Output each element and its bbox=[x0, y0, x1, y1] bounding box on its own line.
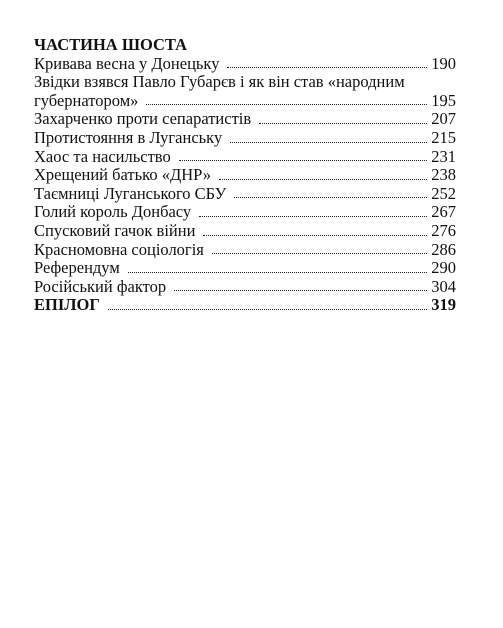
dot-leader bbox=[108, 309, 427, 310]
toc-entry-page: 207 bbox=[431, 109, 456, 129]
toc-entry-title: Захарченко проти сепаратистів bbox=[34, 109, 252, 129]
dot-leader bbox=[230, 142, 427, 143]
dot-leader bbox=[199, 216, 427, 217]
toc-entry-title: Таємниці Луганського СБУ bbox=[34, 183, 227, 203]
toc-entry bbox=[34, 129, 456, 148]
toc-entry-title: Спусковий гачок війни bbox=[34, 220, 196, 240]
toc-entry-page: 290 bbox=[431, 258, 456, 278]
toc-entry-page: 276 bbox=[431, 220, 456, 240]
toc-entry bbox=[34, 185, 456, 204]
toc-entry-title: Голий король Донбасу bbox=[34, 202, 192, 222]
toc-entry bbox=[34, 73, 456, 110]
dot-leader bbox=[259, 123, 427, 124]
toc-entry bbox=[34, 278, 456, 297]
epilogue-title: ЕПІЛОГ bbox=[34, 295, 100, 315]
toc-entry-page: 215 bbox=[431, 127, 456, 147]
toc-entry-page: 238 bbox=[431, 165, 456, 185]
dot-leader bbox=[146, 104, 427, 105]
dot-leader bbox=[227, 67, 427, 68]
toc-entry-title: Хаос та насильство bbox=[34, 146, 171, 166]
toc-entry bbox=[34, 203, 456, 222]
dot-leader bbox=[234, 197, 427, 198]
dot-leader bbox=[203, 235, 427, 236]
toc-entry bbox=[34, 241, 456, 260]
table-of-contents bbox=[34, 36, 456, 315]
toc-entry-page: 252 bbox=[431, 183, 456, 203]
epilogue-page: 319 bbox=[431, 295, 456, 315]
toc-entry-page: 286 bbox=[431, 239, 456, 259]
toc-entry-page: 190 bbox=[431, 53, 456, 73]
toc-entry-title: Російський фактор bbox=[34, 276, 167, 296]
toc-entry-page: 267 bbox=[431, 202, 456, 222]
part-title: ЧАСТИНА ШОСТА bbox=[34, 35, 188, 54]
toc-entry-title-line2: губернатором» bbox=[34, 90, 139, 110]
dot-leader bbox=[174, 290, 427, 291]
toc-entry bbox=[34, 166, 456, 185]
dot-leader bbox=[179, 160, 428, 161]
dot-leader bbox=[212, 253, 427, 254]
toc-entry-page: 195 bbox=[431, 90, 456, 110]
dot-leader bbox=[219, 179, 427, 180]
toc-entry bbox=[34, 148, 456, 167]
toc-entry bbox=[34, 55, 456, 74]
toc-entry-epilogue bbox=[34, 296, 456, 315]
toc-entry-title-line1: Звідки взявся Павло Губарєв і як він став «народним bbox=[34, 72, 405, 92]
toc-entry bbox=[34, 110, 456, 129]
toc-entry-page: 231 bbox=[431, 146, 456, 166]
toc-entry-title: Референдум bbox=[34, 258, 120, 278]
toc-entry bbox=[34, 222, 456, 241]
toc-entry-title: Протистояння в Луганську bbox=[34, 127, 223, 147]
dot-leader bbox=[128, 272, 427, 273]
toc-entry-page: 304 bbox=[431, 276, 456, 296]
toc-entry-title: Хрещений батько «ДНР» bbox=[34, 165, 211, 185]
toc-entry bbox=[34, 259, 456, 278]
toc-entry-title: Кривава весна у Донецьку bbox=[34, 53, 220, 73]
toc-entry-title: Красномовна соціологія bbox=[34, 239, 204, 259]
